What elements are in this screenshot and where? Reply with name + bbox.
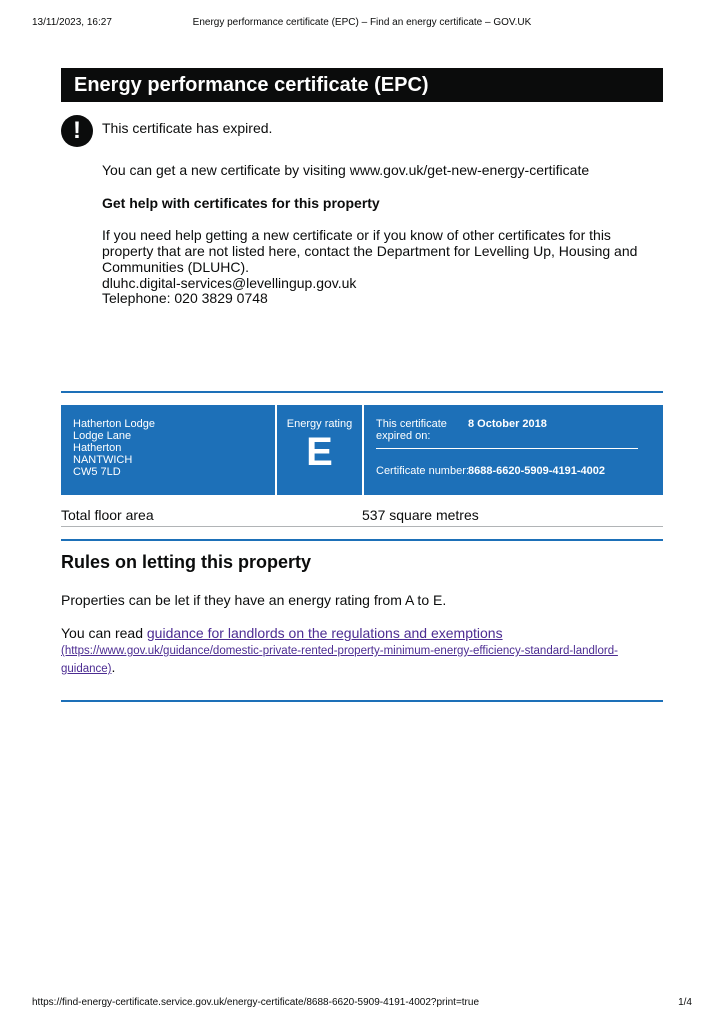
floor-area-row — [61, 507, 663, 523]
guidance-suffix: . — [111, 659, 116, 675]
energy-rating-box — [277, 405, 362, 495]
help-heading: Get help with certificates for this property — [102, 195, 380, 211]
help-text: If you need help getting a new certificate or if you know of other certificates for this property that are not listed here, contact the Department for Levelling Up, Housing and Communities (DLUHC). — [102, 227, 638, 275]
guidance-link-url[interactable]: (https://www.gov.uk/guidance/domestic-private-rented-property-minimum-energy-efficiency-standard-landlord-guidance) — [61, 645, 618, 675]
print-document-title: Energy performance certificate (EPC) – Find an energy certificate – GOV.UK — [192, 17, 532, 28]
certificate-details — [364, 405, 663, 495]
print-footer — [0, 997, 724, 1011]
address-line: Hatherton — [73, 442, 122, 454]
guidance-paragraph — [61, 625, 663, 677]
exclamation-icon: ! — [61, 115, 93, 147]
expiry-label: This certificate expired on: — [376, 418, 447, 442]
energy-rating-letter: E — [306, 430, 333, 474]
warning-text: This certificate has expired. — [102, 120, 273, 136]
print-date: 13/11/2023, 16:27 — [32, 17, 112, 28]
letting-text: Properties can be let if they have an energy rating from A to E. — [61, 592, 447, 608]
section-divider — [61, 539, 663, 541]
address-line: Hatherton Lodge — [73, 418, 155, 430]
floor-area-label: Total floor area — [61, 507, 154, 523]
energy-rating-label: Energy rating — [286, 418, 353, 430]
page-title: Energy performance certificate (EPC) — [61, 68, 663, 102]
row-divider — [61, 526, 663, 527]
details-divider — [376, 448, 638, 449]
print-url: https://find-energy-certificate.service.gov.uk/energy-certificate/8688-6620-5909-4191-4002?print=true — [32, 997, 480, 1008]
certificate-number: 8688-6620-5909-4191-4002 — [468, 465, 606, 477]
contact-email: dluhc.digital-services@levellingup.gov.uk — [102, 275, 357, 291]
address-line: CW5 7LD — [73, 466, 121, 478]
page-number: 1/4 — [678, 997, 692, 1008]
new-certificate-text: You can get a new certificate by visiting www.gov.uk/get-new-energy-certificate — [102, 162, 590, 178]
guidance-prefix: You can read — [61, 625, 147, 641]
guidance-link[interactable]: guidance for landlords on the regulations and exemptions — [146, 625, 503, 641]
print-header — [0, 17, 724, 31]
address-line: NANTWICH — [73, 454, 133, 466]
property-address — [61, 405, 275, 495]
certificate-number-label: Certificate number: — [376, 465, 469, 477]
contact-telephone: Telephone: 020 3829 0748 — [102, 290, 268, 306]
floor-area-value: 537 square metres — [362, 507, 479, 523]
section-divider — [61, 700, 663, 702]
section-divider — [61, 391, 663, 393]
expiry-date: 8 October 2018 — [468, 418, 547, 430]
address-line: Lodge Lane — [73, 430, 132, 442]
letting-heading: Rules on letting this property — [61, 552, 312, 572]
certificate-summary — [61, 405, 663, 495]
